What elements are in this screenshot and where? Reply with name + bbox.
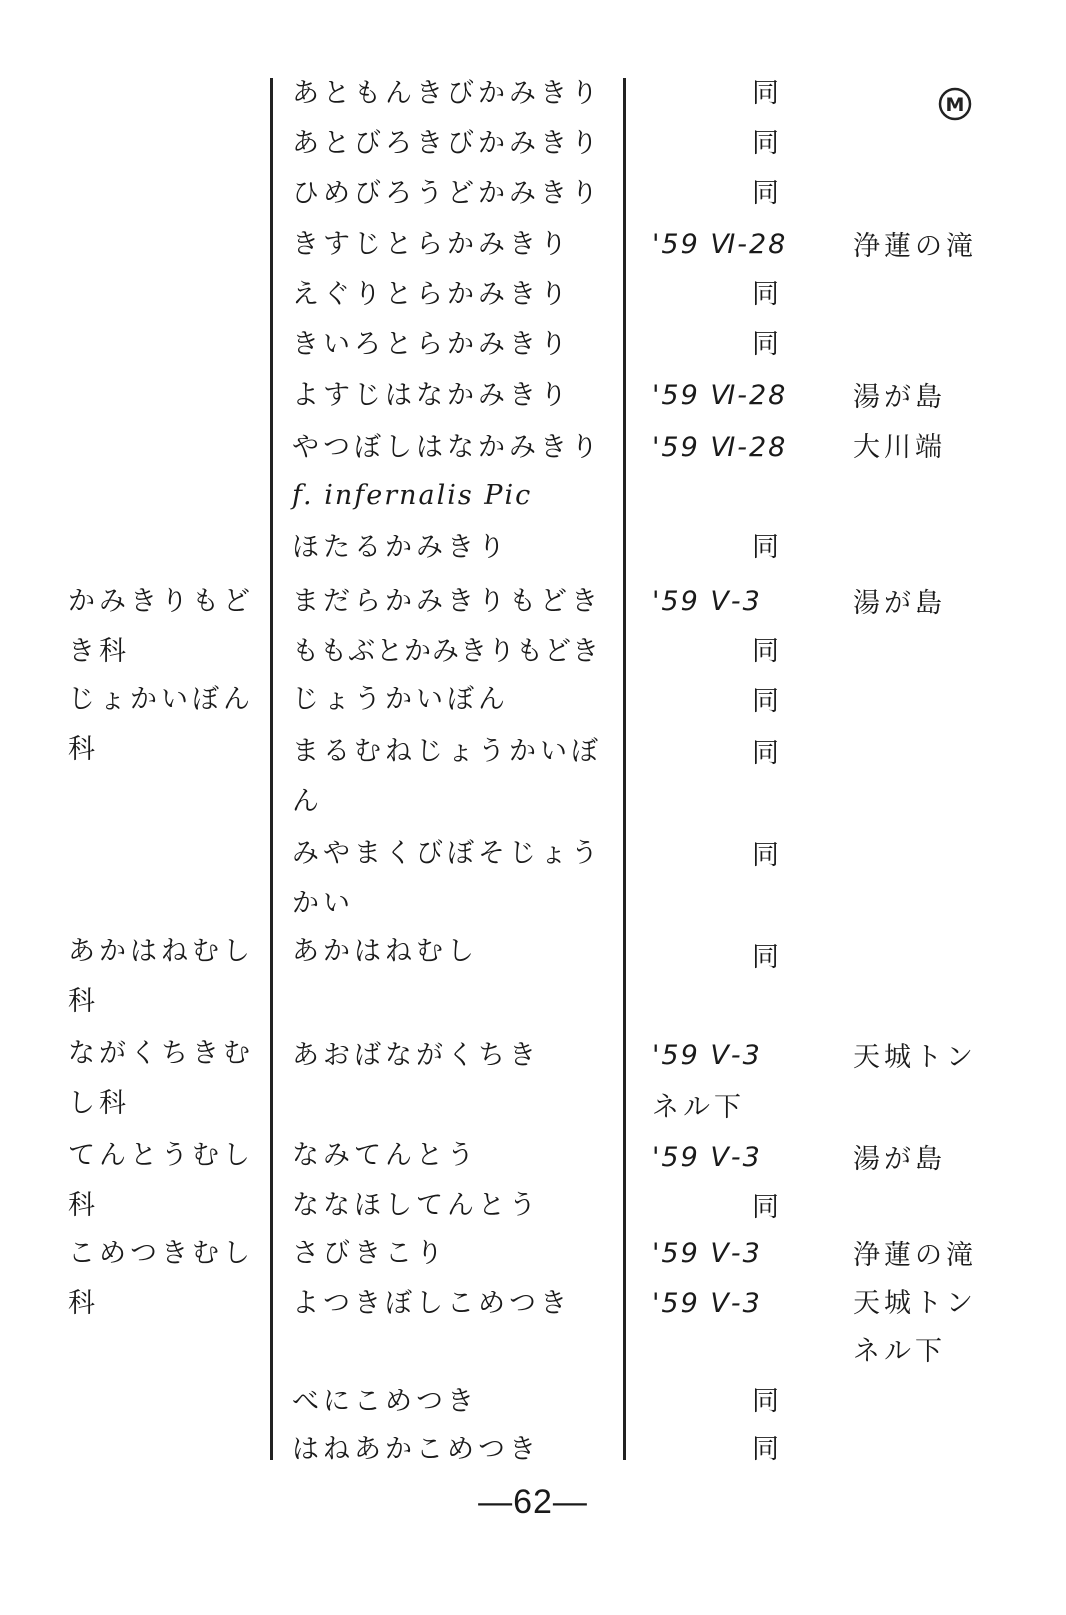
same-mark: 同 xyxy=(752,840,779,871)
family-name: あかはねむし xyxy=(68,936,254,967)
species-name: べにこめつき xyxy=(292,1386,478,1417)
family-name: じょかいぼん xyxy=(68,684,254,715)
species-name: あかはねむし xyxy=(292,936,478,967)
collection-date: '59 Ⅴ-3 xyxy=(652,1288,762,1319)
collection-date: '59 Ⅵ-28 xyxy=(652,380,788,411)
species-name: ひめびろうどかみきり xyxy=(292,178,602,209)
species-name: あともんきびかみきり xyxy=(292,78,602,109)
same-mark: 同 xyxy=(752,329,779,360)
species-name: よすじはなかみきり xyxy=(292,380,571,411)
family-name: かみきりもど xyxy=(68,586,254,617)
species-name: ん xyxy=(292,786,323,817)
same-mark: 同 xyxy=(752,738,779,769)
species-name: きすじとらかみきり xyxy=(292,229,571,260)
collection-date: '59 Ⅴ-3 xyxy=(652,1040,762,1071)
species-name: みやまくびぼそじょう xyxy=(292,838,602,869)
collection-date: '59 Ⅵ-28 xyxy=(652,432,788,463)
species-name: ななほしてんとう xyxy=(292,1190,540,1221)
same-mark: 同 xyxy=(752,1434,779,1465)
species-form: f. infernalis Pic xyxy=(292,480,533,511)
locality: 大川端 xyxy=(853,432,946,463)
svg-text:M: M xyxy=(945,94,965,116)
species-name: よつきぼしこめつき xyxy=(292,1288,571,1319)
species-name: まるむねじょうかいぼ xyxy=(292,736,602,767)
family-name: 科 xyxy=(68,1190,99,1221)
collection-date: '59 Ⅴ-3 xyxy=(652,586,762,617)
family-name: 科 xyxy=(68,734,99,765)
family-name: てんとうむし xyxy=(68,1140,254,1171)
species-name: かい xyxy=(292,888,354,919)
same-mark: 同 xyxy=(752,636,779,667)
same-mark: 同 xyxy=(752,532,779,563)
left-column-rule xyxy=(270,78,273,1460)
locality: 天城トン xyxy=(853,1288,977,1319)
collection-date: '59 Ⅴ-3 xyxy=(652,1142,762,1173)
species-name: ももぶとかみきりもどき xyxy=(292,636,600,667)
same-mark: 同 xyxy=(752,686,779,717)
same-mark: 同 xyxy=(752,1192,779,1223)
right-column-rule xyxy=(623,78,626,1460)
locality-continued: ネル下 xyxy=(652,1092,745,1123)
family-name: し科 xyxy=(68,1088,130,1119)
family-name: 科 xyxy=(68,1288,99,1319)
species-name: えぐりとらかみきり xyxy=(292,279,571,310)
species-name: あとびろきびかみきり xyxy=(292,128,602,159)
same-mark: 同 xyxy=(752,78,779,109)
species-name: じょうかいぼん xyxy=(292,684,509,715)
family-name: ながくちきむ xyxy=(68,1038,254,1069)
same-mark: 同 xyxy=(752,942,779,973)
locality: 湯が島 xyxy=(853,1144,946,1175)
species-name: はねあかこめつき xyxy=(292,1434,540,1465)
page-number: —62— xyxy=(478,1483,588,1521)
locality: 天城トン xyxy=(853,1042,977,1073)
species-name: まだらかみきりもどき xyxy=(292,586,602,617)
locality: 湯が島 xyxy=(853,382,946,413)
species-name: なみてんとう xyxy=(292,1140,478,1171)
locality: ネル下 xyxy=(853,1336,946,1367)
family-name: 科 xyxy=(68,986,99,1017)
locality: 浄蓮の滝 xyxy=(853,231,977,262)
species-name: きいろとらかみきり xyxy=(292,329,571,360)
family-name: こめつきむし xyxy=(68,1238,254,1269)
species-name: やつぼしはなかみきり xyxy=(292,432,602,463)
locality: 浄蓮の滝 xyxy=(853,1240,977,1271)
species-name: あおばながくちき xyxy=(292,1040,540,1071)
same-mark: 同 xyxy=(752,279,779,310)
species-name: ほたるかみきり xyxy=(292,532,509,563)
same-mark: 同 xyxy=(752,1386,779,1417)
same-mark: 同 xyxy=(752,178,779,209)
same-mark: 同 xyxy=(752,128,779,159)
circled-m-mark xyxy=(937,86,973,122)
collection-date: '59 Ⅵ-28 xyxy=(652,229,788,260)
collection-date: '59 Ⅴ-3 xyxy=(652,1238,762,1269)
locality: 湯が島 xyxy=(853,588,946,619)
species-name: さびきこり xyxy=(292,1238,447,1269)
family-name: き科 xyxy=(68,636,130,667)
